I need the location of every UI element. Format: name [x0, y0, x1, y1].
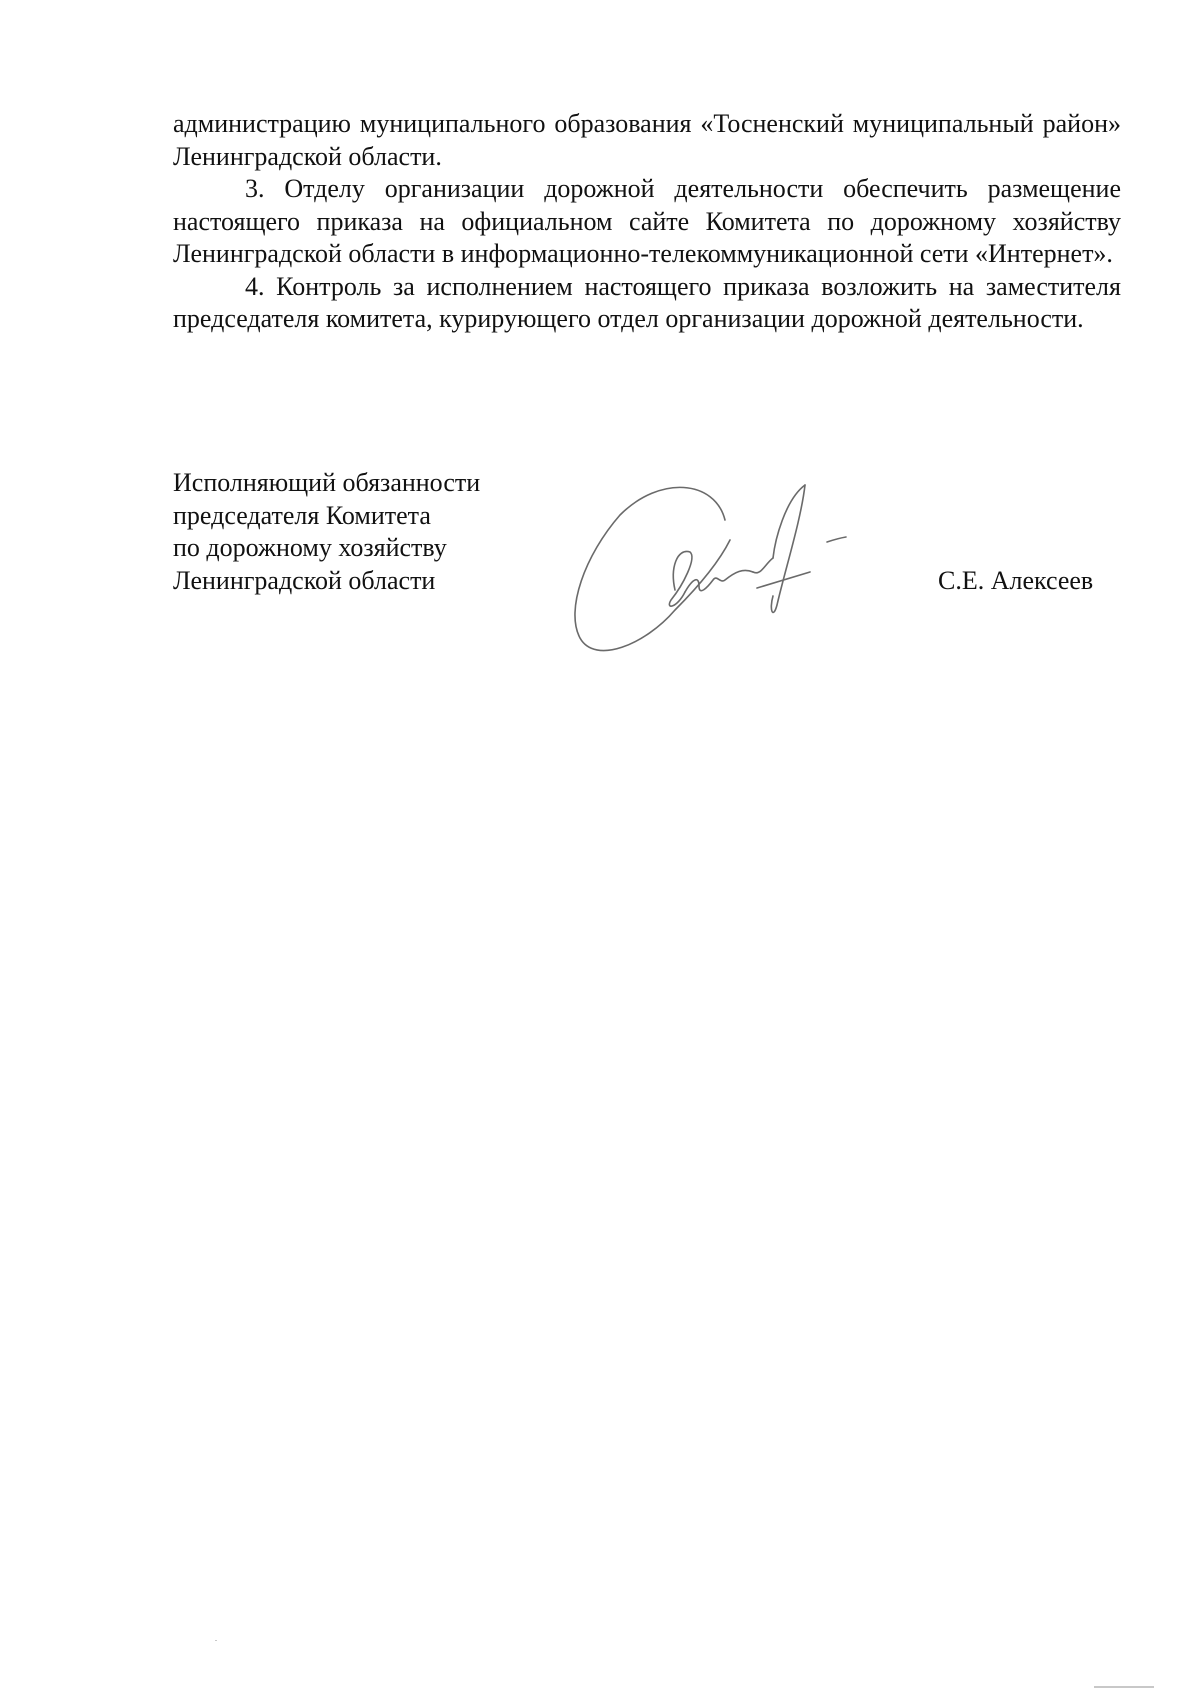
signatory-position — [173, 467, 480, 597]
paragraph-item-4: 4. Контроль за исполнением настоящего приказа возложить на заместителя председателя комитета, курирующего отдел организации дорожной деятельности. — [173, 271, 1121, 333]
signatory-position-line: Ленинградской области — [173, 565, 436, 595]
paragraph-continuation: администрацию муниципального образования «Тосненский муниципальный район» Ленинградской области. — [173, 109, 1121, 171]
scan-artifact — [1094, 1686, 1154, 1688]
paragraph-item-3: 3. Отделу организации дорожной деятельности обеспечить размещение настоящего приказа на официальном сайте Комитета по дорожному хозяйству Ленинградской области в информационно-телекоммуникационной сети «Интернет». — [173, 174, 1121, 268]
scan-artifact — [215, 1640, 217, 1641]
signatory-position-line: Исполняющий обязанности — [173, 468, 481, 497]
signatory-position-line: по дорожному хозяйству — [173, 533, 447, 562]
signatory-name: С.Е. Алексеев — [938, 566, 1094, 595]
document-body — [173, 108, 1121, 336]
signatory-position-line: председателя Комитета — [173, 500, 431, 530]
handwritten-signature — [565, 460, 885, 660]
